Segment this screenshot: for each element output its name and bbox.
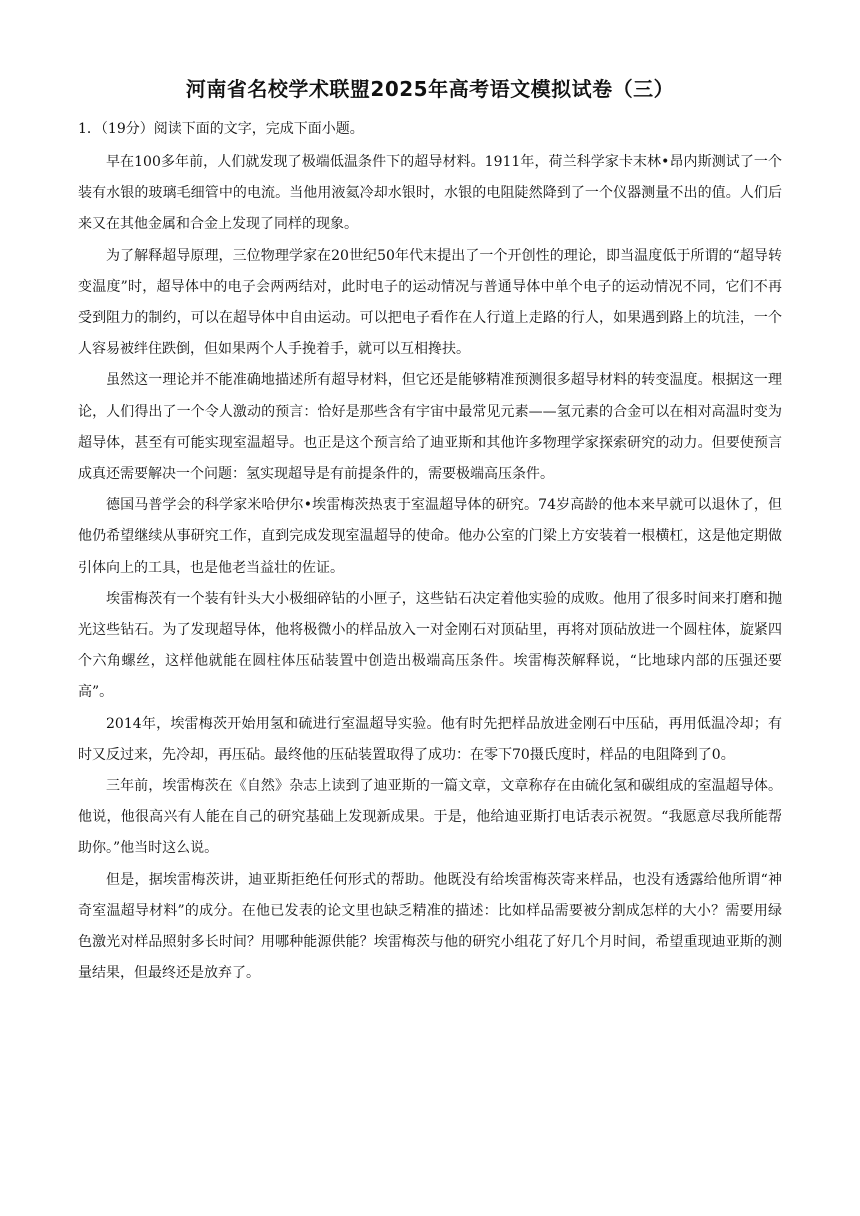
passage-paragraph-2: 为了解释超导原理，三位物理学家在20世纪50年代末提出了一个开创性的理论，即当温度低于所谓的“超导转变温度”时，超导体中的电子会两两结对，此时电子的运动情况与普通导体中单个电子的运动情况不同，它们不再受到阻力的制约，可以在超导体中自由运动。可以把电子看作在人行道上走路的行人，如果遇到路上的坑洼，一个人容易被绊住跌倒，但如果两个人手挽着手，就可以互相搀扶。 bbox=[78, 247, 782, 358]
passage-paragraph-4: 德国马普学会的科学家米哈伊尔•埃雷梅茨热衷于室温超导体的研究。74岁高龄的他本来早就可以退休了，但他仍希望继续从事研究工作，直到完成发现室温超导的使命。他办公室的门梁上方安装着一根横杠，这是他定期做引体向上的工具，也是他老当益壮的佐证。 bbox=[78, 497, 782, 576]
question-header: 1．（19分）阅读下面的文字，完成下面小题。 bbox=[78, 121, 364, 137]
passage-paragraph-8: 但是，据埃雷梅茨讲，迪亚斯拒绝任何形式的帮助。他既没有给埃雷梅茨寄来样品，也没有透露给他所谓“神奇室温超导材料”的成分。在他已发表的论文里也缺乏精准的描述：比如样品需要被分割成怎样的大小？需要用绿色激光对样品照射多长时间？用哪种能源供能？埃雷梅茨与他的研究小组花了好几个月时间，希望重现迪亚斯的测量结果，但最终还是放弃了。 bbox=[78, 871, 782, 982]
reading-passage bbox=[78, 147, 782, 989]
passage-paragraph-7: 三年前，埃雷梅茨在《自然》杂志上读到了迪亚斯的一篇文章，文章称存在由硫化氢和碳组成的室温超导体。他说，他很高兴有人能在自己的研究基础上发现新成果。于是，他给迪亚斯打电话表示祝贺。“我愿意尽我所能帮助你。”他当时这么说。 bbox=[78, 778, 782, 857]
passage-paragraph-1: 早在100多年前，人们就发现了极端低温条件下的超导材料。1911年，荷兰科学家卡末林•昂内斯测试了一个装有水银的玻璃毛细管中的电流。当他用液氦冷却水银时，水银的电阻陡然降到了一个仪器测量不出的值。人们后来又在其他金属和合金上发现了同样的现象。 bbox=[78, 154, 782, 233]
passage-paragraph-3: 虽然这一理论并不能准确地描述所有超导材料，但它还是能够精准预测很多超导材料的转变温度。根据这一理论，人们得出了一个令人激动的预言：恰好是那些含有宇宙中最常见元素——氢元素的合金可以在相对高温时变为超导体，甚至有可能实现室温超导。也正是这个预言给了迪亚斯和其他许多物理学家探索研究的动力。但要使预言成真还需要解决一个问题：氢实现超导是有前提条件的，需要极端高压条件。 bbox=[78, 372, 782, 483]
passage-paragraph-5: 埃雷梅茨有一个装有针头大小极细碎钻的小匣子，这些钻石决定着他实验的成败。他用了很多时间来打磨和抛光这些钻石。为了发现超导体，他将极微小的样品放入一对金刚石对顶砧里，再将对顶砧放进一个圆柱体，旋紧四个六角螺丝，这样他就能在圆柱体压砧装置中创造出极端高压条件。埃雷梅茨解释说，“比地球内部的压强还要高”。 bbox=[78, 590, 782, 701]
passage-paragraph-6: 2014年，埃雷梅茨开始用氢和硫进行室温超导实验。他有时先把样品放进金刚石中压砧，再用低温冷却；有时又反过来，先冷却，再压砧。最终他的压砧装置取得了成功：在零下70摄氏度时，样品的电阻降到了0。 bbox=[78, 715, 782, 763]
document-title: 河南省名校学术联盟2025年高考语文模拟试卷（三） bbox=[185, 77, 675, 101]
